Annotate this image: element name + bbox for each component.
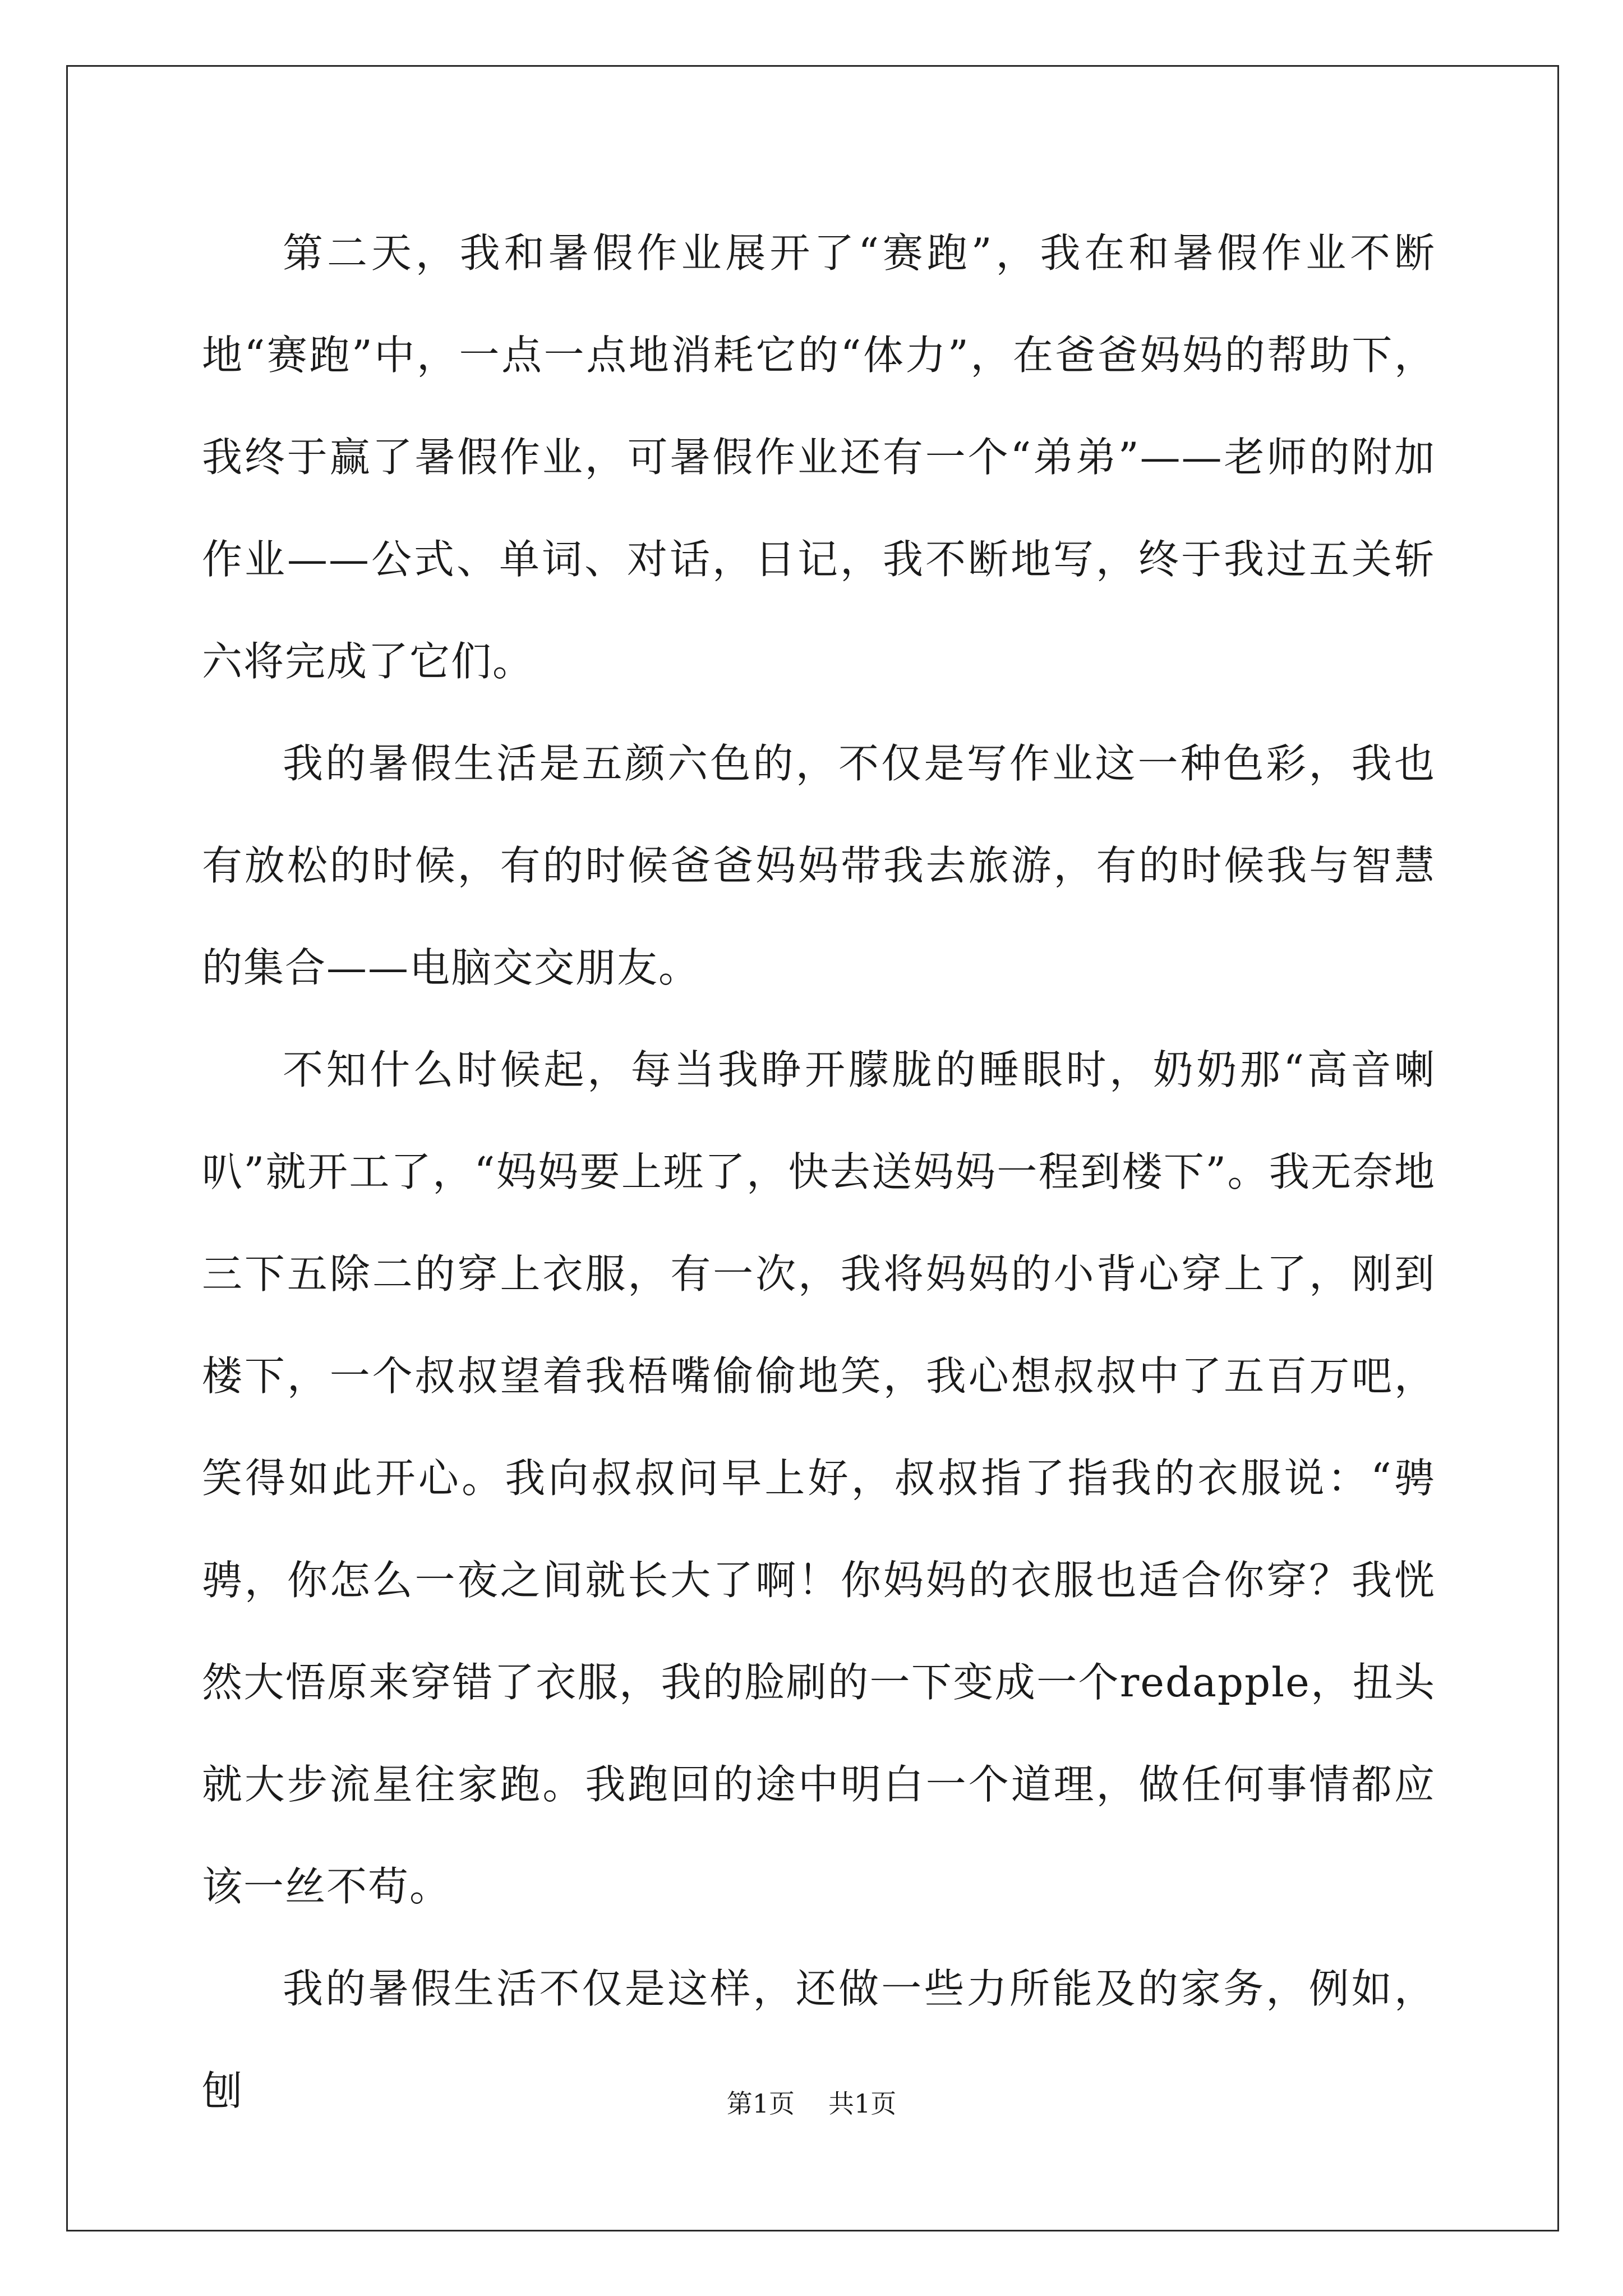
paragraph-2: 我的暑假生活是五颜六色的，不仅是写作业这一种色彩，我也有放松的时候，有的时候爸爸妈妈带我去旅游，有的时候我与智慧的集合——电脑交交朋友。 [202,740,1436,991]
paragraph-3: 不知什么时候起，每当我睁开朦胧的睡眼时，奶奶那“高音喇叭”就开工了，“妈妈要上班了，快去送妈妈一程到楼下”。我无奈地三下五除二的穿上衣服，有一次，我将妈妈的小背心穿上了，刚到楼下，一个叔叔望着我梧嘴偷偷地笑，我心想叔叔中了五百万吧，笑得如此开心。我向叔叔问早上好，叔叔指了指我的衣服说：“骋骋，你怎么一夜之间就长大了啊！你妈妈的衣服也适合你穿？我恍然大悟原来穿错了衣服，我的脸刷的一下变成一个redapple，扭头就大步流星往家跑。我跑回的途中明白一个道理，做任何事情都应该一丝不苟。 [202,1046,1436,1910]
page-number-total: 共1页 [828,2088,897,2119]
page-number-current: 第1页 [726,2088,795,2119]
paragraph-4: 我的暑假生活不仅是这样，还做一些力所能及的家务，例如，刨 [202,1965,1436,2114]
page-footer [0,2087,1623,2120]
document-body [202,202,1436,2142]
paragraph-1: 第二天，我和暑假作业展开了“赛跑”，我在和暑假作业不断地“赛跑”中，一点一点地消耗它的“体力”，在爸爸妈妈的帮助下，我终于赢了暑假作业，可暑假作业还有一个“弟弟”——老师的附加作业——公式、单词、对话，日记，我不断地写，终于我过五关斩六将完成了它们。 [202,229,1436,685]
